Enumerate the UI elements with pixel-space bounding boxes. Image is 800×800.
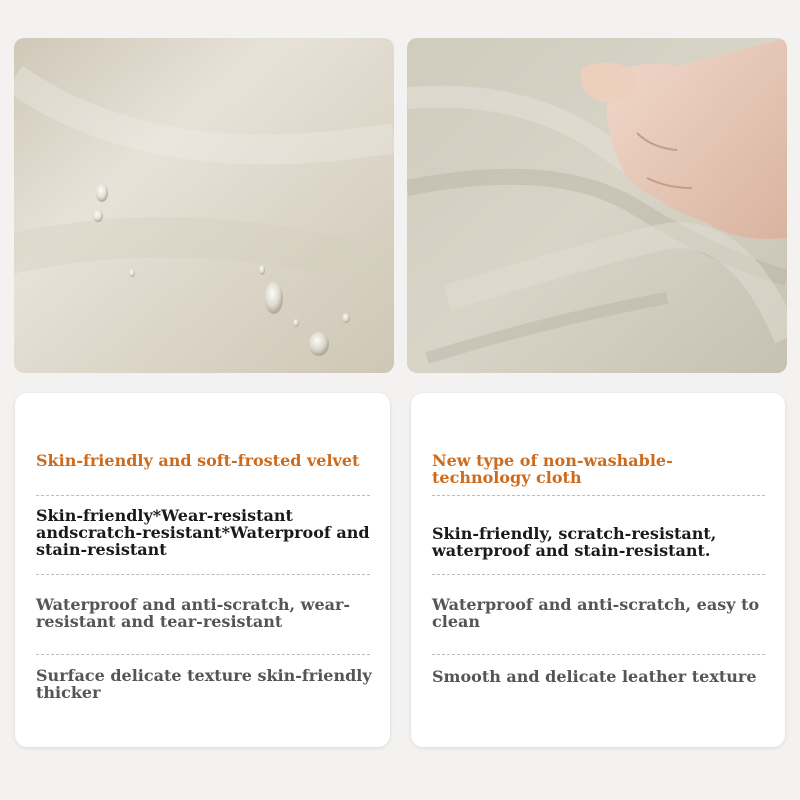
- dashed-divider: [36, 574, 370, 575]
- feature-item: Skin-friendly*Wear-resistant andscratch-resistant*Waterproof and stain-resistant: [36, 506, 370, 559]
- dashed-divider: [432, 654, 765, 655]
- dashed-divider: [36, 654, 370, 655]
- dashed-divider: [36, 495, 370, 496]
- waterproof-fabric-photo: [14, 38, 394, 373]
- water-droplet: [129, 269, 135, 277]
- water-droplet: [309, 332, 329, 356]
- fabric-droplets-image: [14, 38, 394, 373]
- water-droplet: [265, 282, 283, 314]
- water-droplet: [259, 265, 265, 275]
- water-droplet: [96, 184, 108, 202]
- card-title: Skin-friendly and soft-frosted velvet: [36, 451, 360, 470]
- card-title: New type of non-washable-technology cloth: [432, 451, 673, 487]
- dashed-divider: [432, 495, 765, 496]
- water-droplet: [93, 210, 103, 222]
- hand-pinching-fabric-image: [407, 38, 787, 373]
- fabric-pinch-photo: [407, 38, 787, 373]
- dashed-divider: [432, 574, 765, 575]
- feature-card-left: [15, 393, 390, 747]
- feature-item: Smooth and delicate leather texture: [432, 667, 757, 686]
- feature-item: Surface delicate texture skin-friendly thicker: [36, 666, 372, 702]
- water-droplet: [293, 319, 299, 327]
- feature-item: Waterproof and anti-scratch, wear-resistant and tear-resistant: [36, 595, 351, 631]
- feature-item: Waterproof and anti-scratch, easy to clean: [432, 595, 760, 631]
- feature-card-right: [411, 393, 785, 747]
- water-droplet: [342, 313, 350, 323]
- feature-item: Skin-friendly, scratch-resistant, waterproof and stain-resistant.: [432, 524, 717, 560]
